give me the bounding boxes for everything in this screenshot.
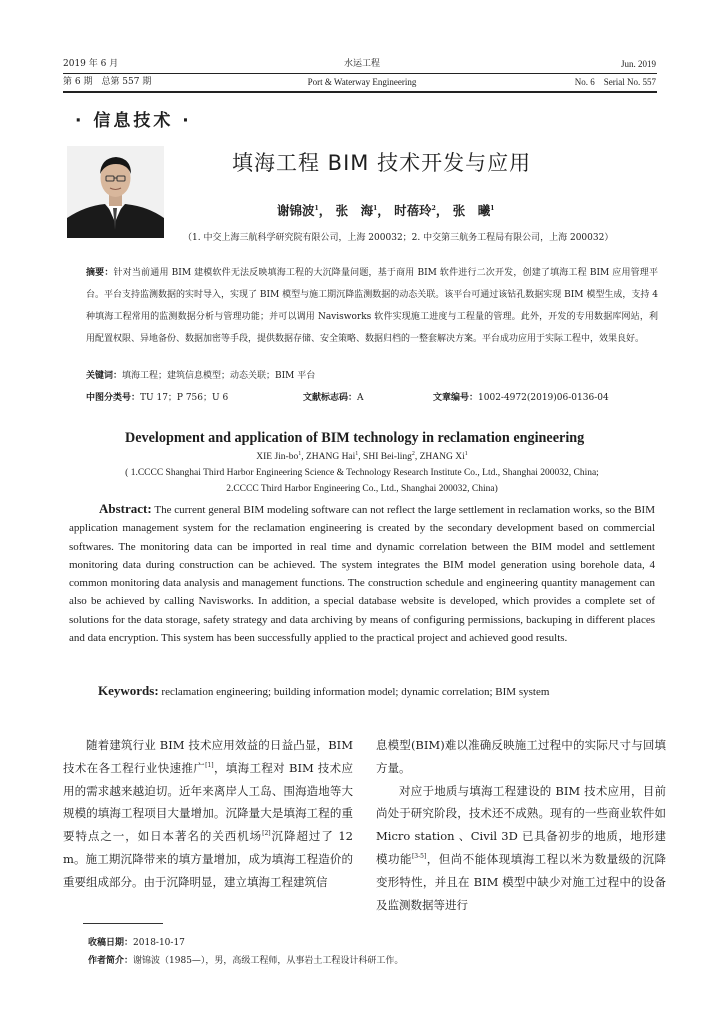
affil-mark-en: 1 <box>464 450 468 457</box>
author-name-en: SHI Bei-ling <box>363 452 412 462</box>
keywords-en-text: reclamation engineering; building information model; dynamic correlation; BIM system <box>161 686 550 698</box>
header-date-en: Jun. 2019 <box>620 59 656 69</box>
affil-mark: 1 <box>490 204 495 212</box>
keywords-cn-text: 填海工程；建筑信息模型；动态关联；BIM 平台 <box>122 371 316 381</box>
author-name: 张 曦 <box>452 203 491 218</box>
abstract-en <box>69 500 655 647</box>
author-portrait-icon <box>67 146 164 238</box>
keywords-en <box>98 683 549 699</box>
affil-mark-en: 1 <box>298 450 302 457</box>
received-value: 2018-10-17 <box>133 938 185 948</box>
page-title-cn: 填海工程 BIM 技术开发与应用 <box>232 151 532 175</box>
clc-number <box>86 390 228 403</box>
keywords-cn <box>86 368 315 381</box>
article-number <box>433 390 609 403</box>
abstract-en-label: Abstract: <box>99 501 152 516</box>
keywords-en-label: Keywords: <box>98 683 159 698</box>
received-label: 收稿日期： <box>88 938 134 948</box>
body-text: 对应于地质与填海工程建设的 BIM 技术应用，目前尚处于研究阶段，技术还不成熟。现有的一些商业软件如 Micro station 、Civil 3D 已具备初步的地质，地形建模功能 <box>376 783 666 866</box>
author-name: 张 海 <box>335 203 374 218</box>
affiliation-en-2: 2.CCCC Third Harbor Engineering Co., Ltd., Shanghai 200032, China) <box>226 484 498 494</box>
author-name-en: XIE Jin-bo <box>256 452 299 462</box>
article-number-label: 文章编号： <box>433 393 479 403</box>
header-issue-cn: 第 6 期 总第 557 期 <box>63 77 152 87</box>
header-journal-cn: 水运工程 <box>343 59 380 69</box>
footnote-author-bio <box>88 953 403 966</box>
header-issue-en: No. 6 Serial No. 557 <box>574 77 656 87</box>
affil-mark: 1 <box>373 204 378 212</box>
keywords-cn-label: 关键词： <box>86 371 123 381</box>
footnote-rule <box>83 923 163 924</box>
body-column-right <box>376 734 666 916</box>
citation-ref: [1] <box>205 761 214 769</box>
citation-ref: [3-5] <box>411 853 427 861</box>
body-column-left <box>63 734 353 894</box>
citation-ref: [2] <box>262 830 271 838</box>
body-text: ，但尚不能体现填海工程以米为数量级的沉降变形特性，并且在 BIM 模型中缺少对施工过程中的设备及监测数据等进行 <box>376 851 667 912</box>
clc-label: 中图分类号： <box>86 393 141 403</box>
header-rule-thin <box>63 73 657 74</box>
abstract-cn-text: 针对当前通用 BIM 建模软件无法反映填海工程的大沉降量问题，基于商用 BIM 软件进行二次开发，创建了填海工程 BIM 应用管理平台。平台支持监测数据的实时导入，实现了 BIM 模型与施工期沉降监测数据的动态关联。该平台可通过该钻孔数据实现 BIM 模型生成，支持 4 种填海工程常用的监测数据分析与管理功能；并可以调用 Navisworks 软件实现施工进度与工程量的管理。此外，开发的专用数据库网站，利用配置权限、异地备份、数据加密等手段，提供数据存储、安全策略、数据归档的一整套解决方案。平台成功应用于实际工程中，效果良好。 <box>86 268 658 344</box>
author-name: 谢锦波 <box>277 203 315 218</box>
article-number-value: 1002-4972(2019)06-0136-04 <box>478 393 609 403</box>
affil-mark-en: 1 <box>355 450 359 457</box>
doc-code-value: A <box>357 393 364 403</box>
footnote-received <box>88 935 185 948</box>
affil-mark-en: 2 <box>411 450 415 457</box>
section-tag: · 信息技术 · <box>75 111 192 131</box>
author-name-en: ZHANG Hai <box>305 452 356 462</box>
header-journal-en: Port & Waterway Engineering <box>307 77 417 87</box>
author-name-en: ZHANG Xi <box>419 452 465 462</box>
author-name: 时蓓玲 <box>394 203 432 218</box>
body-text: ，填海工程对 BIM 技术应用的需求越来越迫切。近年来离岸人工岛、围海造地等大规模的填海工程项目大量增加。沉降量大是填海工程的重要特点之一，如日本著名的关西机场 <box>63 760 353 844</box>
author-photo <box>67 146 164 238</box>
affil-mark: 1 <box>314 204 319 212</box>
affiliation-en-1: ( 1.CCCC Shanghai Third Harbor Engineering Science & Technology Research Institute Co., Ltd., Shanghai 200032, China; <box>125 468 599 478</box>
authors-cn: 谢锦波$^1$， 张 海$^1$， 时蓓玲$^2$， 张 曦$^1$ <box>277 203 495 218</box>
body-text: 随着建筑行业 BIM 技术应用效益的日益凸显，BIM 技术在各工程行业快速推广 <box>63 738 353 775</box>
body-paragraph: 息模型(BIM)难以准确反映施工过程中的实际尺寸与回填方量。 <box>376 738 666 775</box>
body-text: 沉降超过了 12 m。施工期沉降带来的填方量增加，成为填海工程造价的重要组成部分。由于沉降明显，建立填海工程建筑信 <box>63 829 354 889</box>
doc-code-label: 文献标志码： <box>303 393 358 403</box>
bio-label: 作者简介： <box>88 956 134 966</box>
header-date-cn: 2019 年 6 月 <box>63 59 119 69</box>
clc-value: TU 17；P 756；U 6 <box>140 393 229 403</box>
abstract-en-text: The current general BIM modeling software can not reflect the large settlement in reclamation works, so the BIM application management system for the reclamation engineering is created by the secondary development based on commercial softwares. The monitoring data can be imported in real time and dynamic correlation between the BIM model and settlement monitoring data during construction can be achieved. The system integrates the BIM model generation using borehole data, 4 common monitoring data analysis and management functions. The construction schedule and engineering quantity management can also be achieved by calling Navisworks. In addition, a special database website is developed, which provides a complete set of solutions for the data storage, safety strategy and data archiving by means of configuring permissions, backuping in different places and data encryption. This system has been successfully applied to the practical project and achieved good results. <box>69 504 655 645</box>
authors-en: XIE Jin-$bo^1$, ZHANG Hai$^1$, SHI Bei-ling$^2$, ZHANG Xi$^1$ <box>256 450 468 462</box>
page-title-en: Development and application of BIM technology in reclamation engineering <box>125 430 585 446</box>
affil-mark: 2 <box>431 204 436 212</box>
header-rule-thick <box>63 91 657 93</box>
document-code <box>303 390 364 403</box>
bio-value: 谢锦波（1985—），男，高级工程师，从事岩土工程设计科研工作。 <box>133 956 404 966</box>
author-photo-caption <box>67 146 71 147</box>
abstract-cn <box>86 262 658 350</box>
body-paragraph <box>63 734 353 894</box>
affiliations-cn: （1. 中交上海三航科学研究院有限公司，上海 200032；2. 中交第三航务工程局有限公司，上海 200032） <box>183 233 614 243</box>
body-paragraph <box>376 780 666 917</box>
abstract-cn-label: 摘要： <box>86 268 114 278</box>
